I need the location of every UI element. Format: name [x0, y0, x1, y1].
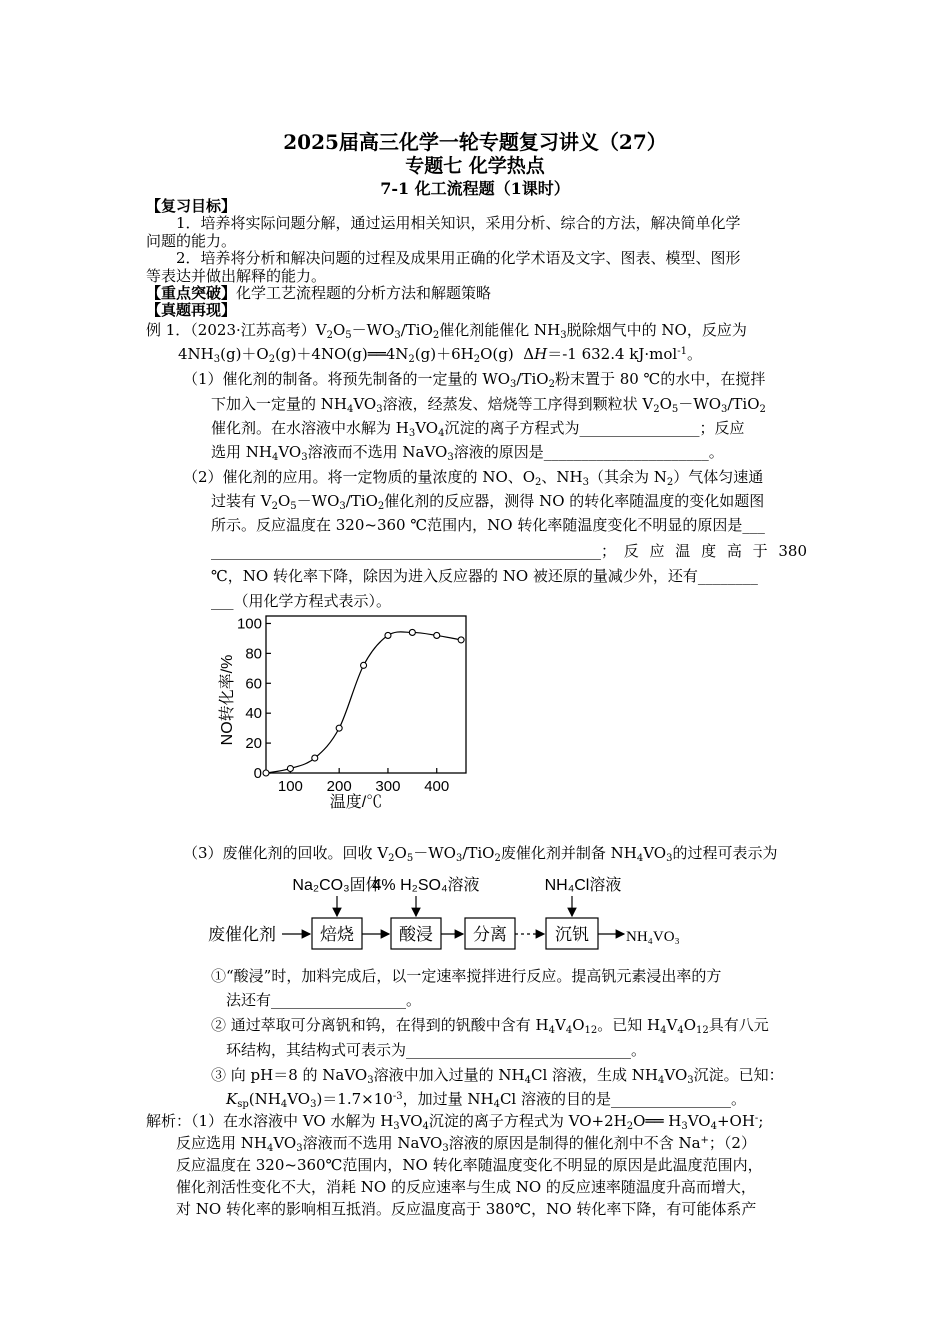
y-tick-label: 80 — [245, 645, 262, 663]
q1-line-2: 下加入一定量的 $NH_4VO_3$溶液，经蒸发、焙烧等工序得到颗粒状 $V_2O_5-WO_3/TiO_2$ — [211, 395, 766, 415]
data-point — [409, 629, 415, 635]
conversion-curve — [266, 632, 461, 773]
review-goal-label: 【复习目标】 — [146, 197, 237, 215]
section-title: 7-1 化工流程题（1课时） — [380, 179, 570, 198]
q3-part3-line-1: ③ 向 pH＝8 的 NaVO$_3$溶液中加入过量的 $NH_4Cl$ 溶液，生成 $NH_4VO_3$沉淀。已知： — [211, 1066, 784, 1086]
analysis-line-3: 反应温度在 320~360℃范围内，NO 转化率随温度变化不明显的原因是此温度范围内， — [176, 1156, 763, 1174]
key-text: 化学工艺流程题的分析方法和解题策略 — [236, 284, 492, 302]
q2-line-6: ___（用化学方程式表示）。 — [211, 592, 392, 610]
input-nh4cl: NH₄Cl溶液 — [544, 877, 622, 894]
input-na2co3: Na₂CO₃固体 — [292, 877, 382, 894]
analysis-line-1: 解析：（1）在水溶液中 VO 水解为 $H_3VO_4$沉淀的离子方程式为 $VO+2H_2O══$ $H_3VO_4+OH^-$; — [146, 1112, 764, 1132]
analysis-line-2: 反应选用 $NH_4VO_3$溶液而不选用 NaVO$_3$溶液的原因是制得的催化剂中不含 Na+；（2） — [176, 1134, 756, 1154]
data-point — [385, 632, 391, 638]
data-point — [312, 755, 318, 761]
flow-product: NH₄VO₃ — [626, 929, 680, 945]
goal-2-line-2: 等表达并做出解释的能力。 — [146, 267, 327, 285]
chart-xlabel: 温度/℃ — [329, 794, 383, 810]
no-conversion-chart — [200, 610, 480, 810]
q2-line-1: （2）催化剂的应用。将一定物质的量浓度的 NO、$O_2$、$NH_3$（其余为 $N_2$）气体匀速通 — [183, 468, 764, 488]
q3-part1-line-1: ①“酸浸”时，加料完成后，以一定速率搅拌进行反应。提高钒元素浸出率的方 — [211, 967, 722, 985]
y-tick-label: 100 — [236, 615, 262, 633]
q1-line-4: 选用 $NH_4VO_3$溶液而不选用 NaVO$_3$溶液的原因是______________________。 — [211, 443, 724, 463]
x-tick-label: 100 — [277, 778, 303, 795]
x-tick-label: 400 — [424, 778, 450, 795]
data-point — [263, 770, 269, 776]
example-1-intro: 例 1．（2023·江苏高考）$V_2O_5-WO_3/TiO_2$催化剂能催化 $NH_3$脱除烟气中的 NO，反应为 — [146, 321, 747, 341]
data-point — [458, 637, 464, 643]
real-label: 【真题再现】 — [146, 301, 237, 319]
data-point — [336, 725, 342, 731]
y-tick-label: 40 — [245, 705, 262, 723]
q3-line-1: （3）废催化剂的回收。回收 $V_2O_5-WO_3/TiO_2$废催化剂并制备 $NH_4VO_3$的过程可表示为 — [183, 844, 778, 864]
goal-1-line-1: 1．培养将实际问题分解，通过运用相关知识，采用分析、综合的方法，解决简单化学 — [176, 214, 741, 232]
q3-part2-line-1: ② 通过萃取可分离钒和钨，在得到的钒酸中含有 $H_4V_4O_{12}$。已知 $H_4V_4O_{12}$具有八元 — [211, 1016, 769, 1036]
q3-part3-line-2: $K_{sp}(NH_4VO_3)=1.7\times 10^{-3}$，加过量 $NH_4Cl$ 溶液的目的是________________。 — [226, 1090, 746, 1110]
y-tick-label: 20 — [245, 735, 262, 753]
reaction-equation: $4NH_3(g)+O_2(g)+4NO(g)══4N_2(g)+6H_2O(g)$ ΔH＝-1 632.4 kJ·mol$^{-1}$。 — [178, 345, 702, 365]
analysis-line-4: 催化剂活性变化不大，消耗 NO 的反应速率与生成 NO 的反应速率随温度升高而增大， — [176, 1178, 756, 1196]
input-h2so4: 4% H₂SO₄溶液 — [372, 877, 480, 894]
q2-line-2: 过装有 $V_2O_5-WO_3/TiO_2$催化剂的反应器，测得 NO 的转化率随温度的变化如题图 — [211, 492, 765, 512]
goal-2-line-1: 2．培养将分析和解决问题的过程及成果用正确的化学术语及文字、图表、模型、图形 — [176, 249, 741, 267]
x-tick-label: 200 — [326, 778, 352, 795]
q2-line-4: ____________________________________________________； 反 应 温 度 高 于 380 — [211, 542, 807, 560]
goal-1-line-2: 问题的能力。 — [146, 232, 237, 250]
chart-ylabel: NO转化率/% — [219, 654, 236, 746]
analysis-line-5: 对 NO 转化率的影响相互抵消。反应温度高于 380℃，NO 转化率下降，有可能体系产 — [176, 1200, 757, 1218]
step-precipitate: 沉钒 — [555, 925, 589, 944]
y-tick-label: 0 — [253, 765, 262, 782]
q3-part2-line-2: 环结构，其结构式可表示为______________________________。 — [226, 1041, 647, 1059]
q2-line-3: 所示。反应温度在 320~360 ℃范围内，NO 转化率随温度变化不明显的原因是___ — [211, 516, 765, 534]
q3-part1-line-2: 法还有__________________。 — [226, 991, 422, 1009]
page-title: 2025届高三化学一轮专题复习讲义（27） — [283, 130, 667, 154]
q2-line-5: ℃，NO 转化率下降，除因为进入反应器的 NO 被还原的量减少外，还有________ — [211, 567, 758, 585]
key-label: 【重点突破】 — [146, 284, 237, 302]
y-tick-label: 60 — [245, 675, 262, 693]
data-point — [361, 662, 367, 668]
page-subtitle: 专题七 化学热点 — [405, 155, 545, 177]
step-roast: 焙烧 — [320, 925, 354, 944]
data-point — [434, 632, 440, 638]
q1-line-1: （1）催化剂的制备。将预先制备的一定量的 $WO_3/TiO_2$粉末置于 80 ℃的水中，在搅拌 — [183, 370, 766, 390]
data-point — [287, 766, 293, 772]
process-flow-diagram — [200, 868, 720, 953]
flow-start: 废催化剂 — [208, 925, 276, 944]
x-tick-label: 300 — [375, 778, 401, 795]
step-separate: 分离 — [473, 925, 507, 944]
q1-line-3: 催化剂。在水溶液中水解为 $H_3VO_4$沉淀的离子方程式为________________；反应 — [211, 419, 745, 439]
step-acid-leach: 酸浸 — [399, 925, 433, 944]
